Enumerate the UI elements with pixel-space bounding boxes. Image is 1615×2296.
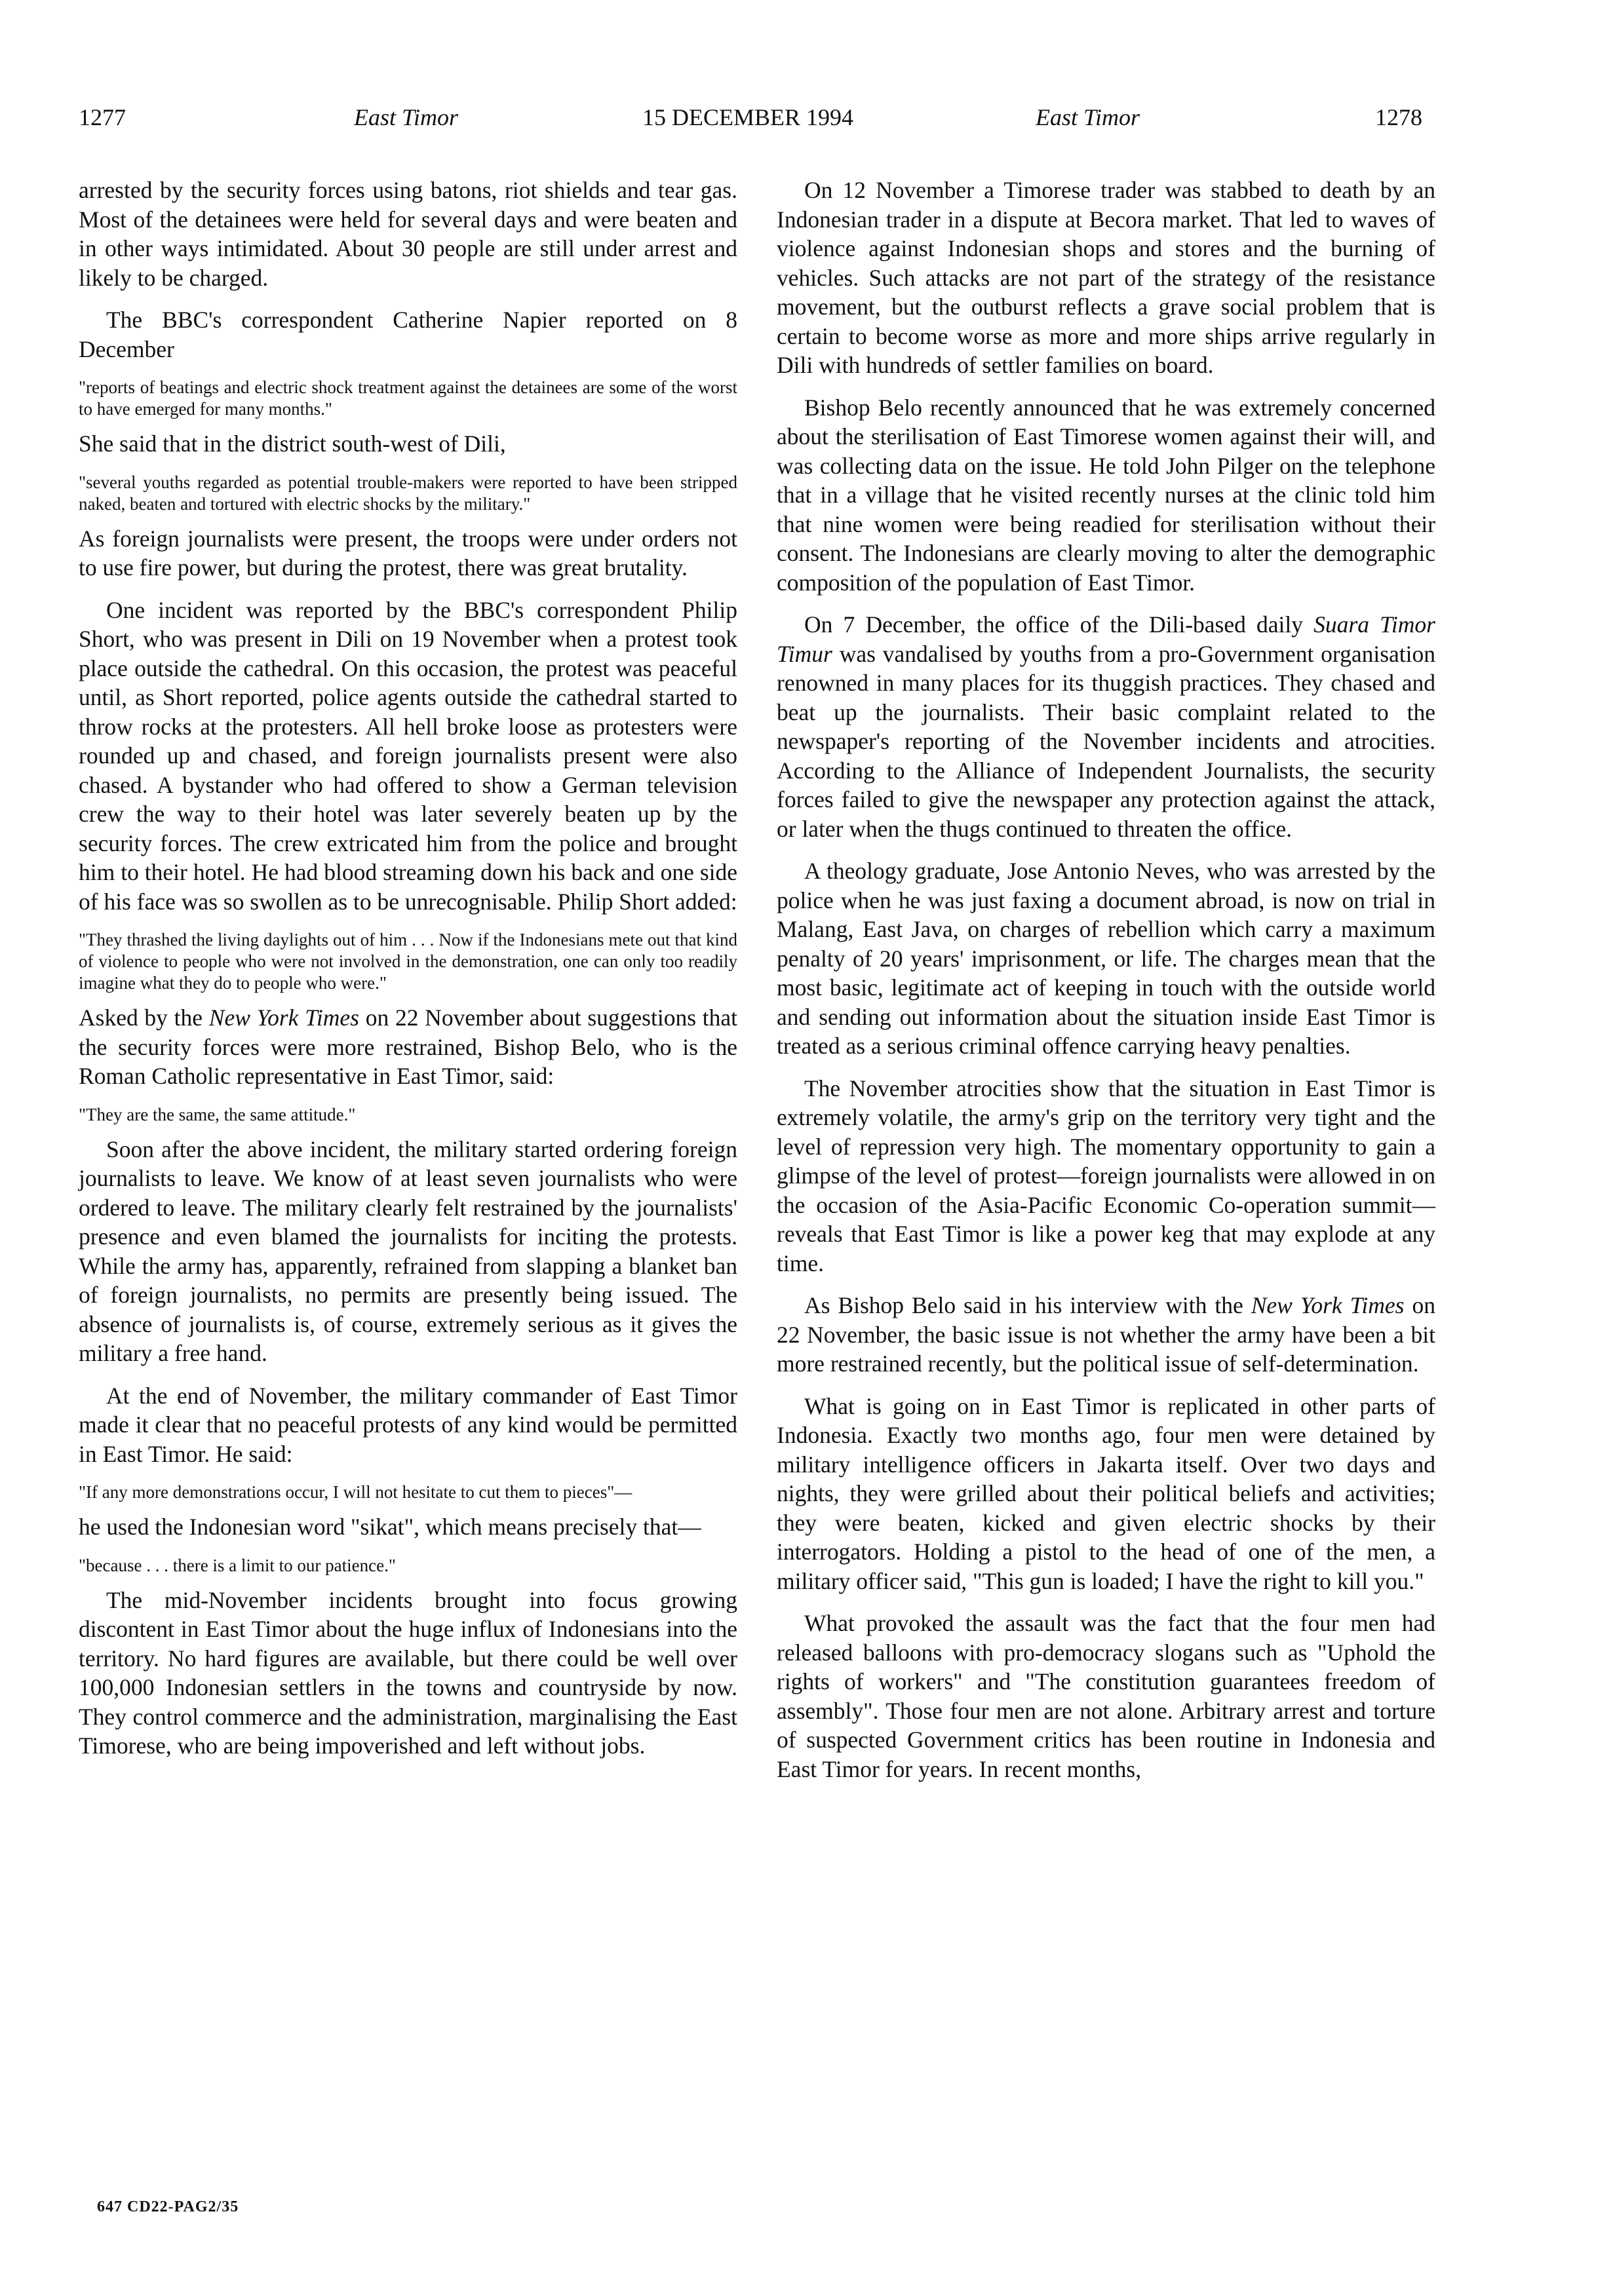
text-run: was vandalised by youths from a pro-Government organisation renowned in many places for its thuggish practices. They chased and beat up the journalists. Their basic complaint related to the newspaper's reporting of the November incidents and atrocities. According to the Alliance of Independent Journalists, the security forces failed to give the newspaper any protection against the attack, or later when the thugs continued to threaten the office. [777, 640, 1435, 842]
text-run: As Bishop Belo said in his interview with the [804, 1292, 1251, 1318]
paragraph: Bishop Belo recently announced that he was extremely concerned about the sterilisation of East Timorese women against their will, and was collecting data on the issue. He told John Pilger on the telephone that in a village that he visited recently nurses at the clinic told him that nine women were being readied for sterilisation without their consent. The Indonesians are clearly moving to alter the demographic composition of the population of East Timor. [777, 394, 1435, 596]
left-running-title: East Timor [354, 104, 459, 130]
quotation: "They are the same, the same attitude." [79, 1104, 356, 1124]
paragraph: At the end of November, the military commander of East Timor made it clear that no peaceful protests of any kind would be permitted in East Timor. He said: [79, 1382, 737, 1467]
text-run: On 7 December, the office of the Dili-based daily [804, 611, 1314, 638]
quotation: "reports of beatings and electric shock treatment against the detainees are some of the worst to have emerged for many months." [79, 377, 737, 419]
paragraph: As foreign journalists were present, the troops were under orders not to use fire power, but during the protest, there was great brutality. [79, 525, 737, 581]
paragraph: Soon after the above incident, the military started ordering foreign journalists to leave. We know of at least seven journalists who were ordered to leave. The military clearly felt restrained by the journalists' presence and even blamed the journalists for inciting the protests. While the army has, apparently, refrained from slapping a blanket ban of foreign journalists, no permits are presently being issued. The absence of journalists is, of course, extremely serious as it gives the military a free hand. [79, 1136, 737, 1366]
paragraph: On 12 November a Timorese trader was stabbed to death by an Indonesian trader in a dispute at Becora market. That led to waves of violence against Indonesian shops and stores and the burning of vehicles. Such attacks are not part of the strategy of the resistance movement, but the outburst reflects a grave social problem that is certain to become worse as more and more ships arrive regularly in Dili with hundreds of settler families on board. [777, 177, 1435, 378]
left-column [79, 176, 737, 1774]
publication-name: New York Times [1251, 1292, 1405, 1318]
paragraph [777, 610, 1435, 843]
page-header [79, 104, 1422, 143]
header-date: 15 DECEMBER 1994 [642, 104, 854, 130]
publication-name: New York Times [208, 1004, 359, 1031]
quotation: "because . . . there is a limit to our patience." [79, 1555, 396, 1575]
quotation: "They thrashed the living daylights out of him . . . Now if the Indonesians mete out that kind of violence to people who were not involved in the demonstration, one can only too readily imagine what they do to people who were." [79, 930, 737, 993]
right-column [777, 176, 1435, 1797]
paragraph: The November atrocities show that the situation in East Timor is extremely volatile, the army's grip on the territory very tight and the level of repression very high. The momentary opportunity to gain a glimpse of the level of protest—foreign journalists were allowed in on the occasion of the Asia-Pacific Economic Co-operation summit—reveals that East Timor is like a power keg that may explode at any time. [777, 1075, 1435, 1276]
text-run: on 22 November about suggestions that the security forces were more restrained, Bishop Belo, who is the Roman Catholic representative in East Timor, said: [79, 1004, 737, 1089]
quotation: "If any more demonstrations occur, I will not hesitate to cut them to pieces"— [79, 1482, 632, 1502]
paragraph: The mid-November incidents brought into focus growing discontent in East Timor about the huge influx of Indonesians into the territory. No hard figures are available, but there could be well over 100,000 Indonesian settlers in the towns and countryside by now. They control commerce and the administration, marginalising the East Timorese, who are being impoverished and left without jobs. [79, 1586, 737, 1759]
paragraph [777, 1291, 1435, 1379]
left-page-number: 1277 [79, 104, 126, 130]
quotation: "several youths regarded as potential trouble-makers were reported to have been stripped naked, beaten and tortured with electric shocks by the military." [79, 472, 737, 514]
right-page-number: 1278 [1375, 104, 1422, 130]
page-footer-code: 647 CD22-PAG2/35 [97, 2198, 239, 2215]
paragraph: A theology graduate, Jose Antonio Neves, who was arrested by the police when he was just faxing a document abroad, is now on trial in Malang, East Java, on charges of rebellion which carry a maximum penalty of 20 years' imprisonment, or life. The charges mean that the most basic, legitimate act of keeping in touch with the outside world and sending out information about the situation inside East Timor is treated as a serious criminal offence carrying heavy penalties. [777, 858, 1435, 1059]
paragraph: What provoked the assault was the fact that the four men had released balloons with pro-democracy slogans such as "Uphold the rights of workers" and "The constitution guarantees freedom of assembly". Those four men are not alone. Arbitrary arrest and torture of suspected Government critics has been routine in Indonesia and East Timor for years. In recent months, [777, 1610, 1435, 1782]
paragraph [79, 1003, 737, 1091]
text-run: Asked by the [79, 1004, 209, 1031]
paragraph: arrested by the security forces using batons, riot shields and tear gas. Most of the detainees were held for several days and were beaten and in other ways intimidated. About 30 people are still under arrest and likely to be charged. [79, 177, 737, 291]
paragraph: One incident was reported by the BBC's correspondent Philip Short, who was present in Dili on 19 November when a protest took place outside the cathedral. On this occasion, the protest was peaceful until, as Short reported, police agents outside the cathedral started to throw rocks at the protesters. All hell broke loose as protesters were rounded up and chased, and foreign journalists present were also chased. A bystander who had offered to show a German television crew the way to their hotel was later severely beaten up by the security forces. The crew extricated him from the police and brought him to their hotel. He had blood streaming down his back and one side of his face was so swollen as to be unrecognisable. Philip Short added: [79, 596, 737, 915]
paragraph: The BBC's correspondent Catherine Napier reported on 8 December [79, 307, 737, 362]
paragraph: She said that in the district south-west of Dili, [79, 430, 506, 457]
text-run: on 22 November, the basic issue is not whether the army have been a bit more restrained recently, but the political issue of self-determination. [777, 1292, 1435, 1377]
paragraph: he used the Indonesian word "sikat", which means precisely that— [79, 1514, 701, 1540]
right-running-title: East Timor [1036, 104, 1140, 130]
publication-name: Suara Timor Timur [777, 611, 1435, 667]
paragraph: What is going on in East Timor is replicated in other parts of Indonesia. Exactly two months ago, four men were detained by military intelligence officers in Jakarta itself. Over two days and nights, they were grilled about their political beliefs and activities; they were beaten, kicked and given electric shocks by their interrogators. Holding a pistol to the head of one of the men, a military officer said, "This gun is loaded; I have the right to kill you." [777, 1392, 1435, 1594]
